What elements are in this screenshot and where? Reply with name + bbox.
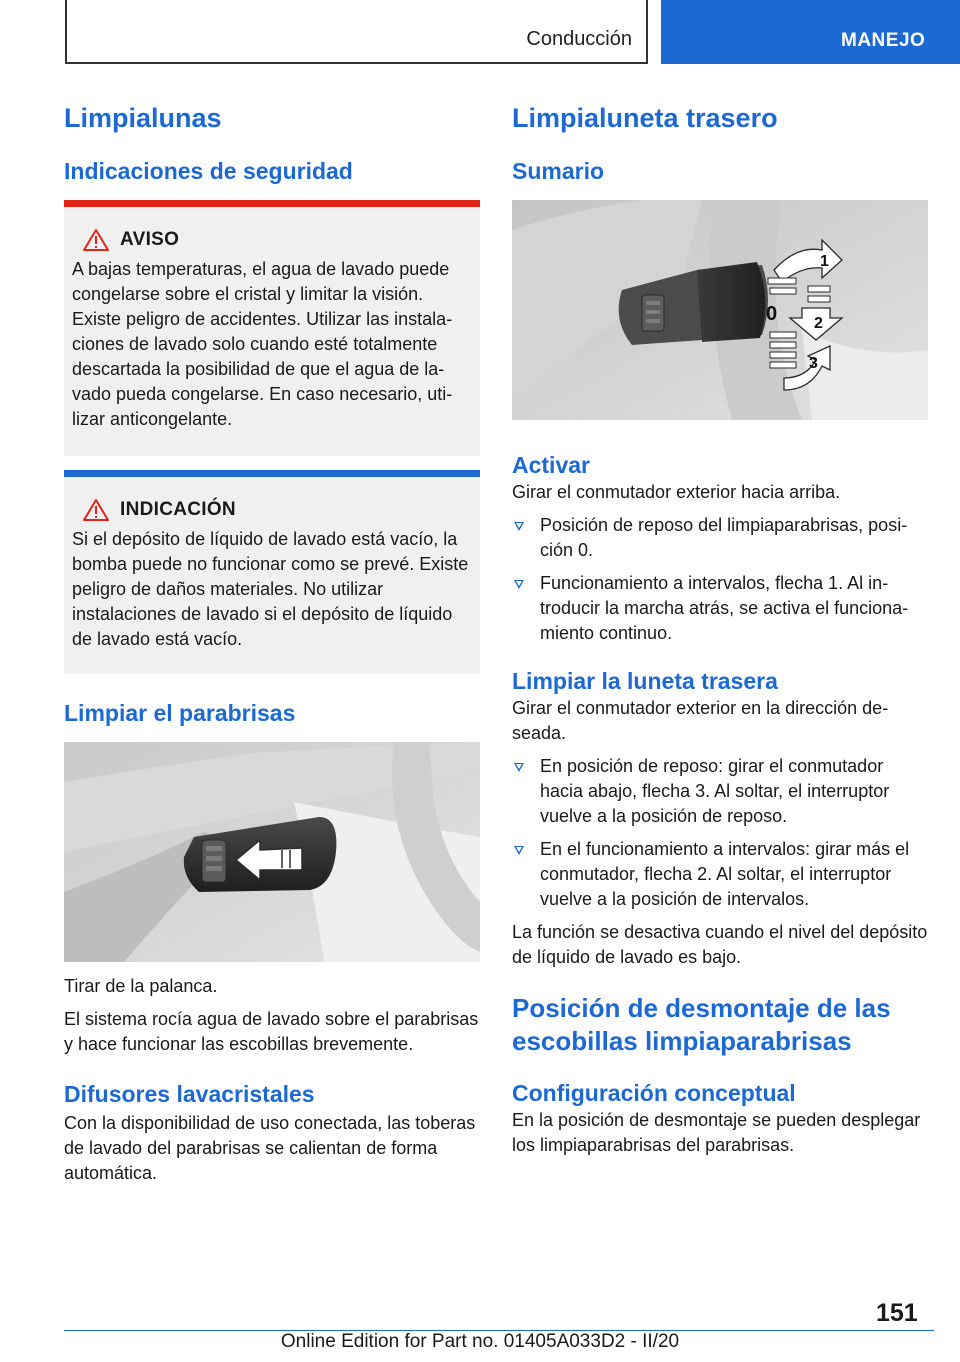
rear-wiper-switch-image <box>512 200 928 420</box>
figure-label-1: 1 <box>820 253 829 270</box>
left-column <box>64 100 480 1186</box>
notice-text: Si el depósito de líquido de lavado está vacío, la bomba puede no funcionar como se prevé. Existe peligro de daños materiales. No utilizar instalaciones de lavado si el depósito de líquido de lavado está vacío. <box>72 529 469 649</box>
clean-step-1: Tirar de la palanca. <box>64 976 218 996</box>
bullet-triangle-icon <box>514 763 524 772</box>
warning-triangle-icon <box>82 228 110 252</box>
page-title-limpialuneta: Limpialuneta trasero <box>512 103 778 133</box>
clean-windshield-heading: Limpiar el parabrisas <box>64 700 296 726</box>
clean-rear-text: Girar el conmutador exterior en la dirección deseada. <box>512 698 889 743</box>
notice-title: INDICACIÓN <box>120 499 236 520</box>
clean-rear-note: La función se desactiva cuando el nivel del depósito de líquido de lavado es bajo. <box>512 922 928 967</box>
right-column <box>512 100 928 1158</box>
warning-title: AVISO <box>120 229 180 250</box>
clean-rear-heading: Limpiar la luneta trasera <box>512 668 778 694</box>
warning-bar <box>64 200 480 207</box>
page-number: 151 <box>876 1299 918 1327</box>
bullet-triangle-icon <box>514 846 524 855</box>
header-section-label: Conducción <box>526 28 632 50</box>
activate-heading: Activar <box>512 452 590 478</box>
header-section-box <box>65 0 648 64</box>
notice-triangle-icon <box>82 498 110 522</box>
header-chapter-tab <box>661 0 960 64</box>
clean-step-2: El sistema rocía agua de lavado sobre el parabrisas y hace funcionar las escobillas brevemente. <box>64 1009 479 1054</box>
notice-box <box>64 470 480 674</box>
page-title-limpialunas: Limpialunas <box>64 103 222 133</box>
warning-text: A bajas temperaturas, el agua de lavado puede congelarse sobre el cristal y limitar la visión. Existe peligro de accidentes. Utilizar las instalaciones de lavado solo cuando esté totalmente descartada la posibilidad de que el agua de lavado pueda congelarse. En caso necesario, utilizar anticongelante. <box>72 259 453 429</box>
notice-bar <box>64 470 480 477</box>
figure-label-0: 0 <box>766 303 778 325</box>
header-chapter-label: MANEJO <box>841 30 926 51</box>
bullet-triangle-icon <box>514 522 524 531</box>
wiper-lever-pull-image <box>64 742 480 962</box>
concept-text: En la posición de desmontaje se pueden desplegar los limpiaparabrisas del parabrisas. <box>512 1110 921 1155</box>
concept-heading: Configuración conceptual <box>512 1080 796 1106</box>
dismount-heading: Posición de desmontaje de las escobillas limpiaparabrisas <box>512 993 891 1056</box>
figure-label-2: 2 <box>814 315 823 332</box>
figure-label-3: 3 <box>809 355 818 372</box>
summary-heading: Sumario <box>512 158 605 184</box>
list-item: Funcionamiento a intervalos, flecha 1. Al introducir la marcha atrás, se activa el funcionamiento continuo. <box>512 571 928 646</box>
warning-box <box>64 200 480 456</box>
list-item: En el funcionamiento a intervalos: girar más el conmutador, flecha 2. Al soltar, el interruptor vuelve a la posición de intervalos. <box>512 837 928 912</box>
list-item: Posición de reposo del limpiaparabrisas, posición 0. <box>512 513 928 563</box>
bullet-triangle-icon <box>514 580 524 589</box>
clean-rear-list <box>512 754 928 912</box>
nozzles-text: Con la disponibilidad de uso conectada, las toberas de lavado del parabrisas se calientan de forma automática. <box>64 1113 476 1183</box>
list-item: En posición de reposo: girar el conmutador hacia abajo, flecha 3. Al soltar, el interruptor vuelve a la posición de reposo. <box>512 754 928 829</box>
activate-text: Girar el conmutador exterior hacia arriba. <box>512 482 841 502</box>
safety-heading: Indicaciones de seguridad <box>64 158 353 184</box>
footer-edition: Online Edition for Part no. 01405A033D2 - II/20 <box>280 1331 680 1352</box>
activate-list <box>512 513 928 646</box>
nozzles-heading: Difusores lavacristales <box>64 1081 315 1107</box>
